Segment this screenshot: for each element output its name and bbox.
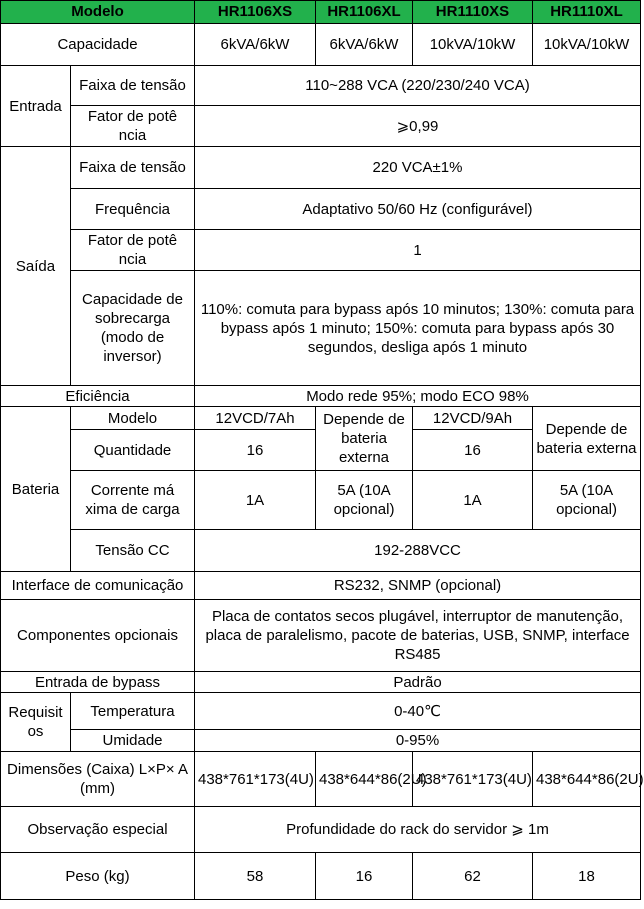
capacity-value: 10kVA/10kW	[533, 24, 641, 66]
efficiency-row	[1, 386, 641, 407]
dimensions-value: 438*644*86(2U)	[533, 752, 641, 807]
row-label: Componentes opcionais	[1, 600, 195, 672]
battery-model-row	[1, 407, 641, 430]
optional-row	[1, 600, 641, 672]
battery-current-value: 1A	[195, 471, 316, 530]
row-label: Temperatura	[71, 693, 195, 730]
special-row	[1, 807, 641, 853]
bypass-value: Padrão	[195, 672, 641, 693]
weight-value: 16	[316, 853, 413, 900]
row-label: Fator de potê ncia	[71, 230, 195, 271]
humidity-row	[1, 730, 641, 752]
temperature-value: 0-40℃	[195, 693, 641, 730]
model-name: HR1110XL	[533, 1, 641, 24]
battery-model-value: 12VCD/9Ah	[413, 407, 533, 430]
input-voltage-value: 110~288 VCA (220/230/240 VCA)	[195, 66, 641, 106]
special-value: Profundidade do rack do servidor ⩾ 1m	[195, 807, 641, 853]
humidity-value: 0-95%	[195, 730, 641, 752]
row-label: Observação especial	[1, 807, 195, 853]
battery-current-value: 5A (10A opcional)	[533, 471, 641, 530]
battery-current-row	[1, 471, 641, 530]
battery-model-value: 12VCD/7Ah	[195, 407, 316, 430]
row-label: Fator de potê ncia	[71, 106, 195, 147]
row-label: Corrente má xima de carga	[71, 471, 195, 530]
row-label: Capacidade de sobrecarga (modo de inversor)	[71, 271, 195, 386]
optional-value: Placa de contatos secos plugável, interruptor de manutenção, placa de paralelismo, pacote de baterias, USB, SNMP, interface RS485	[195, 600, 641, 672]
output-overload-row	[1, 271, 641, 386]
weight-row	[1, 853, 641, 900]
dimensions-value: 438*761*173(4U)	[195, 752, 316, 807]
dimensions-value: 438*761*173(4U)	[413, 752, 533, 807]
row-label: Capacidade	[1, 24, 195, 66]
capacity-value: 10kVA/10kW	[413, 24, 533, 66]
comm-row	[1, 572, 641, 600]
output-voltage-value: 220 VCA±1%	[195, 147, 641, 189]
row-label: Faixa de tensão	[71, 147, 195, 189]
model-name: HR1106XL	[316, 1, 413, 24]
row-label: Interface de comunicação	[1, 572, 195, 600]
battery-current-value: 5A (10A opcional)	[316, 471, 413, 530]
output-frequency-value: Adaptativo 50/60 Hz (configurável)	[195, 189, 641, 230]
row-label: Modelo	[71, 407, 195, 430]
header-row	[1, 1, 641, 24]
model-name: HR1110XS	[413, 1, 533, 24]
row-label: Dimensões (Caixa) L×P× A (mm)	[1, 752, 195, 807]
weight-value: 58	[195, 853, 316, 900]
output-pf-value: 1	[195, 230, 641, 271]
row-label: Entrada de bypass	[1, 672, 195, 693]
row-label: Peso (kg)	[1, 853, 195, 900]
bypass-row	[1, 672, 641, 693]
battery-dc-value: 192-288VCC	[195, 530, 641, 572]
group-label-output: Saída	[1, 147, 71, 386]
group-label-requirements: Requisit os	[1, 693, 71, 752]
temperature-row	[1, 693, 641, 730]
dimensions-value: 438*644*86(2U)	[316, 752, 413, 807]
row-label: Eficiência	[1, 386, 195, 407]
capacity-value: 6kVA/6kW	[316, 24, 413, 66]
efficiency-value: Modo rede 95%; modo ECO 98%	[195, 386, 641, 407]
output-pf-row	[1, 230, 641, 271]
row-label: Frequência	[71, 189, 195, 230]
row-label: Quantidade	[71, 430, 195, 471]
battery-quantity-value: 16	[195, 430, 316, 471]
model-header: Modelo	[1, 1, 195, 24]
model-name: HR1106XS	[195, 1, 316, 24]
battery-dc-row	[1, 530, 641, 572]
battery-model-value: Depende de bateria externa	[316, 407, 413, 471]
input-voltage-row	[1, 66, 641, 106]
row-label: Tensão CC	[71, 530, 195, 572]
output-voltage-row	[1, 147, 641, 189]
row-label: Umidade	[71, 730, 195, 752]
input-pf-row	[1, 106, 641, 147]
dimensions-row	[1, 752, 641, 807]
capacity-row	[1, 24, 641, 66]
group-label-battery: Bateria	[1, 407, 71, 572]
battery-model-value: Depende de bateria externa	[533, 407, 641, 471]
weight-value: 62	[413, 853, 533, 900]
weight-value: 18	[533, 853, 641, 900]
battery-current-value: 1A	[413, 471, 533, 530]
capacity-value: 6kVA/6kW	[195, 24, 316, 66]
battery-quantity-value: 16	[413, 430, 533, 471]
input-pf-value: ⩾0,99	[195, 106, 641, 147]
comm-value: RS232, SNMP (opcional)	[195, 572, 641, 600]
output-frequency-row	[1, 189, 641, 230]
group-label-input: Entrada	[1, 66, 71, 147]
row-label: Faixa de tensão	[71, 66, 195, 106]
output-overload-value: 110%: comuta para bypass após 10 minutos; 130%: comuta para bypass após 1 minuto; 150%: comuta para bypass após 30 segundos, desliga após 1 minuto	[195, 271, 641, 386]
